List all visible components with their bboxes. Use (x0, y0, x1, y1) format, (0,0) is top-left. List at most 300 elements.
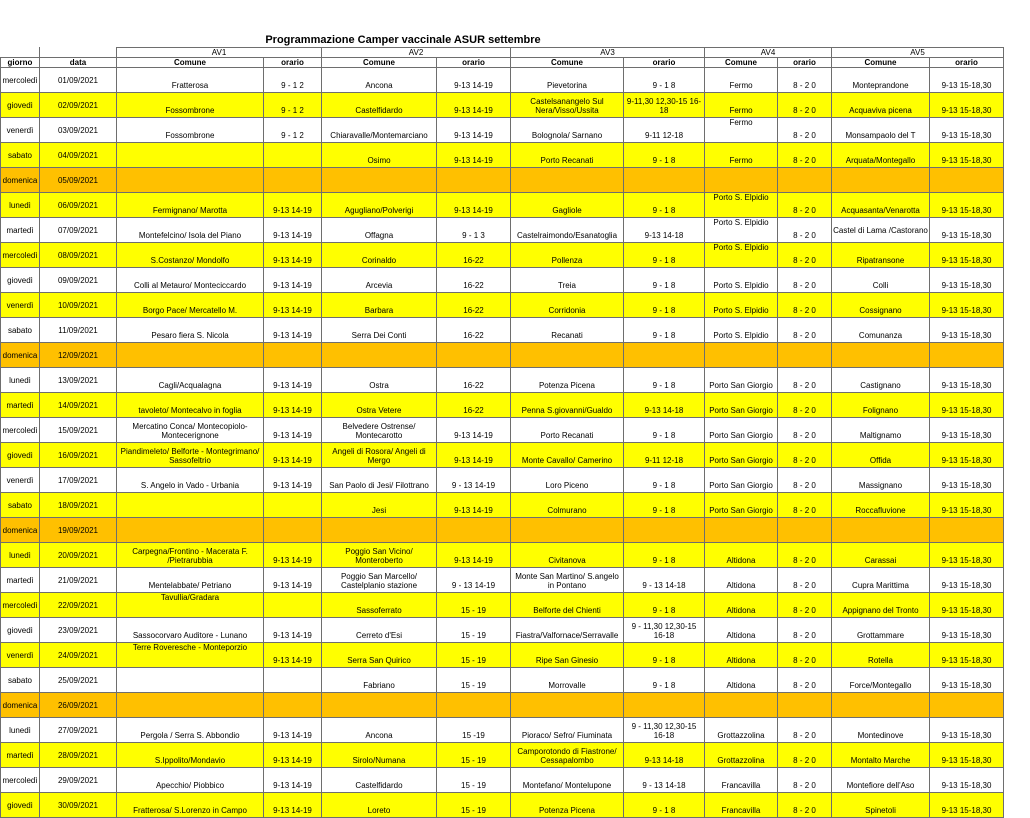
orario-cell-av4: 8 - 2 0 (778, 793, 832, 818)
day-row (1, 268, 1004, 293)
comune-cell-av3: Gagliole (511, 193, 624, 218)
date-cell: 18/09/2021 (40, 493, 117, 518)
comune-cell-av3: Treia (511, 268, 624, 293)
orario-cell-av5: 9-13 15-18,30 (930, 293, 1004, 318)
orario-cell-av5: 9-13 15-18,30 (930, 318, 1004, 343)
date-cell: 04/09/2021 (40, 143, 117, 168)
comune-cell-av4: Porto S. Elpidio (705, 293, 778, 318)
comune-cell-av1: Pesaro fiera S. Nicola (117, 318, 264, 343)
date-cell: 11/09/2021 (40, 318, 117, 343)
comune-cell-av2: Barbara (322, 293, 437, 318)
comune-cell-av1: Apecchio/ Piobbico (117, 768, 264, 793)
orario-cell-av1: 9-13 14-19 (264, 443, 322, 468)
date-cell: 06/09/2021 (40, 193, 117, 218)
orario-cell-av4 (778, 693, 832, 718)
comune-cell-av5: Spinetoli (832, 793, 930, 818)
comune-cell-av4: Fermo (705, 93, 778, 118)
comune-cell-av1: Colli al Metauro/ Monteciccardo (117, 268, 264, 293)
comune-cell-av4: Porto San Giorgio (705, 493, 778, 518)
orario-cell-av5: 9-13 15-18,30 (930, 143, 1004, 168)
comune-cell-av2: Sassoferrato (322, 593, 437, 618)
comune-cell-av5: Roccafluvione (832, 493, 930, 518)
day-row (1, 168, 1004, 193)
orario-cell-av5: 9-13 15-18,30 (930, 243, 1004, 268)
comune-cell-av1 (117, 168, 264, 193)
day-name-cell: giovedì (1, 443, 40, 468)
comune-cell-av5: Rotella (832, 643, 930, 668)
orario-cell-av2: 9 - 13 14-19 (437, 568, 511, 593)
comune-cell-av4: Altidona (705, 643, 778, 668)
comune-cell-av2: Osimo (322, 143, 437, 168)
comune-cell-av5: Castignano (832, 368, 930, 393)
column-header-orario: orario (778, 58, 832, 68)
orario-cell-av1: 9-13 14-19 (264, 393, 322, 418)
column-header-orario: orario (264, 58, 322, 68)
comune-cell-av3: Pievetorina (511, 68, 624, 93)
comune-cell-av3: Pollenza (511, 243, 624, 268)
comune-cell-av3 (511, 343, 624, 368)
orario-cell-av3: 9 - 1 8 (624, 593, 705, 618)
day-name-cell: mercoledì (1, 768, 40, 793)
comune-cell-av2: Poggio San Vicino/ Monteroberto (322, 543, 437, 568)
comune-cell-av4: Porto San Giorgio (705, 418, 778, 443)
column-header-giorno: giorno (1, 58, 40, 68)
orario-cell-av1 (264, 143, 322, 168)
day-row (1, 768, 1004, 793)
orario-cell-av3: 9 - 11,30 12,30-15 16-18 (624, 718, 705, 743)
orario-cell-av1: 9 - 1 2 (264, 68, 322, 93)
comune-cell-av4: Fermo (705, 68, 778, 93)
orario-cell-av1: 9 - 1 2 (264, 93, 322, 118)
comune-cell-av2: Ostra (322, 368, 437, 393)
comune-cell-av2 (322, 693, 437, 718)
orario-cell-av2: 16-22 (437, 268, 511, 293)
comune-cell-av4 (705, 168, 778, 193)
day-name-cell: giovedì (1, 93, 40, 118)
day-row (1, 93, 1004, 118)
day-name-cell: lunedì (1, 368, 40, 393)
orario-cell-av1: 9-13 14-19 (264, 193, 322, 218)
comune-cell-av1: Fratterosa/ S.Lorenzo in Campo (117, 793, 264, 818)
orario-cell-av4: 8 - 2 0 (778, 493, 832, 518)
orario-cell-av2: 9-13 14-19 (437, 493, 511, 518)
comune-cell-av1: Carpegna/Frontino - Macerata F. /Pietrarubbia (117, 543, 264, 568)
orario-cell-av2: 9-13 14-19 (437, 193, 511, 218)
orario-cell-av3: 9-13 14-18 (624, 393, 705, 418)
comune-cell-av5: Montedinove (832, 718, 930, 743)
comune-cell-av2: Agugliano/Polverigi (322, 193, 437, 218)
comune-cell-av1: Terre Roveresche - Monteporzio (117, 643, 264, 668)
comune-cell-av4: Francavilla (705, 768, 778, 793)
orario-cell-av4: 8 - 2 0 (778, 618, 832, 643)
orario-cell-av4 (778, 168, 832, 193)
comune-cell-av4: Altidona (705, 618, 778, 643)
comune-cell-av5: Offida (832, 443, 930, 468)
document-title (0, 34, 1030, 46)
orario-cell-av1: 9-13 14-19 (264, 743, 322, 768)
day-row (1, 343, 1004, 368)
day-name-cell: domenica (1, 518, 40, 543)
comune-cell-av2: Cerreto d'Esi (322, 618, 437, 643)
comune-cell-av5: Cupra Marittima (832, 568, 930, 593)
comune-cell-av1 (117, 143, 264, 168)
day-name-cell: venerdì (1, 293, 40, 318)
day-name-cell: martedì (1, 743, 40, 768)
comune-cell-av5: Cossignano (832, 293, 930, 318)
orario-cell-av4: 8 - 2 0 (778, 768, 832, 793)
schedule-table (0, 47, 1004, 818)
orario-cell-av2: 15 - 19 (437, 743, 511, 768)
comune-cell-av4: Grottazzolina (705, 743, 778, 768)
day-name-cell: domenica (1, 168, 40, 193)
day-row (1, 393, 1004, 418)
area-header-av3: AV3 (511, 48, 705, 58)
orario-cell-av3: 9-13 14-18 (624, 218, 705, 243)
orario-cell-av4: 8 - 2 0 (778, 543, 832, 568)
comune-cell-av5: Maltignamo (832, 418, 930, 443)
comune-cell-av2 (322, 168, 437, 193)
comune-cell-av1 (117, 668, 264, 693)
comune-cell-av3: Porto Recanati (511, 143, 624, 168)
date-cell: 14/09/2021 (40, 393, 117, 418)
comune-cell-av5: Montefiore dell'Aso (832, 768, 930, 793)
orario-cell-av3: 9 - 1 8 (624, 543, 705, 568)
comune-cell-av4: Fermo (705, 143, 778, 168)
day-name-cell: venerdì (1, 643, 40, 668)
orario-cell-av2: 16-22 (437, 393, 511, 418)
orario-cell-av3: 9-11,30 12,30-15 16-18 (624, 93, 705, 118)
day-name-cell: giovedì (1, 268, 40, 293)
orario-cell-av3: 9 - 1 8 (624, 68, 705, 93)
orario-cell-av2: 16-22 (437, 243, 511, 268)
orario-cell-av2: 15 - 19 (437, 643, 511, 668)
column-header-data: data (40, 58, 117, 68)
document-title-text: Programmazione Camper vaccinale ASUR settembre (265, 34, 541, 46)
orario-cell-av5: 9-13 15-18,30 (930, 543, 1004, 568)
day-name-cell: sabato (1, 143, 40, 168)
date-cell: 26/09/2021 (40, 693, 117, 718)
day-row (1, 368, 1004, 393)
comune-cell-av5: Ripatransone (832, 243, 930, 268)
orario-cell-av1: 9-13 14-19 (264, 793, 322, 818)
orario-cell-av4: 8 - 2 0 (778, 443, 832, 468)
comune-cell-av1: Fossombrone (117, 118, 264, 143)
comune-cell-av3: Bolognola/ Sarnano (511, 118, 624, 143)
orario-cell-av3: 9-13 14-18 (624, 743, 705, 768)
date-cell: 21/09/2021 (40, 568, 117, 593)
comune-cell-av3: Potenza Picena (511, 793, 624, 818)
comune-cell-av3: Penna S.giovanni/Gualdo (511, 393, 624, 418)
day-row (1, 243, 1004, 268)
comune-cell-av2 (322, 518, 437, 543)
comune-cell-av5: Force/Montegallo (832, 668, 930, 693)
comune-cell-av3: Recanati (511, 318, 624, 343)
comune-cell-av3: Fiastra/Valfornace/Serravalle (511, 618, 624, 643)
comune-cell-av4: Altidona (705, 593, 778, 618)
date-cell: 22/09/2021 (40, 593, 117, 618)
orario-cell-av5: 9-13 15-18,30 (930, 368, 1004, 393)
day-name-cell: mercoledì (1, 243, 40, 268)
comune-cell-av3: Pioraco/ Sefro/ Fiuminata (511, 718, 624, 743)
orario-cell-av5: 9-13 15-18,30 (930, 468, 1004, 493)
column-header-orario: orario (930, 58, 1004, 68)
area-header-spacer (40, 48, 117, 58)
comune-cell-av3: Belforte del Chienti (511, 593, 624, 618)
comune-cell-av1: Montefelcino/ Isola del Piano (117, 218, 264, 243)
orario-cell-av1: 9-13 14-19 (264, 718, 322, 743)
comune-cell-av2: Chiaravalle/Montemarciano (322, 118, 437, 143)
date-cell: 03/09/2021 (40, 118, 117, 143)
orario-cell-av5: 9-13 15-18,30 (930, 118, 1004, 143)
comune-cell-av5: Appignano del Tronto (832, 593, 930, 618)
day-row (1, 318, 1004, 343)
orario-cell-av1: 9-13 14-19 (264, 368, 322, 393)
day-name-cell: lunedì (1, 193, 40, 218)
comune-cell-av2: Ancona (322, 68, 437, 93)
comune-cell-av3: Corridonia (511, 293, 624, 318)
orario-cell-av4: 8 - 2 0 (778, 418, 832, 443)
orario-cell-av1: 9-13 14-19 (264, 618, 322, 643)
comune-cell-av3: Civitanova (511, 543, 624, 568)
comune-cell-av1 (117, 493, 264, 518)
orario-cell-av2: 9 - 1 3 (437, 218, 511, 243)
date-cell: 07/09/2021 (40, 218, 117, 243)
orario-cell-av5: 9-13 15-18,30 (930, 793, 1004, 818)
orario-cell-av4: 8 - 2 0 (778, 393, 832, 418)
orario-cell-av4: 8 - 2 0 (778, 368, 832, 393)
comune-cell-av1: Pergola / Serra S. Abbondio (117, 718, 264, 743)
date-cell: 23/09/2021 (40, 618, 117, 643)
date-cell: 28/09/2021 (40, 743, 117, 768)
comune-cell-av3: Camporotondo di Fiastrone/ Cessapalombo (511, 743, 624, 768)
orario-cell-av3: 9 - 13 14-18 (624, 568, 705, 593)
orario-cell-av2: 9-13 14-19 (437, 418, 511, 443)
date-cell: 24/09/2021 (40, 643, 117, 668)
date-cell: 17/09/2021 (40, 468, 117, 493)
day-name-cell: venerdì (1, 118, 40, 143)
orario-cell-av5 (930, 693, 1004, 718)
area-header-row (1, 48, 1004, 58)
orario-cell-av3: 9 - 1 8 (624, 793, 705, 818)
date-cell: 15/09/2021 (40, 418, 117, 443)
comune-cell-av5: Monsampaolo del T (832, 118, 930, 143)
day-row (1, 593, 1004, 618)
comune-cell-av5: Grottammare (832, 618, 930, 643)
comune-cell-av4: Porto San Giorgio (705, 443, 778, 468)
orario-cell-av1 (264, 168, 322, 193)
comune-cell-av4: Porto S. Elpidio (705, 318, 778, 343)
comune-cell-av3: Potenza Picena (511, 368, 624, 393)
comune-cell-av1: S.Costanzo/ Mondolfo (117, 243, 264, 268)
comune-cell-av5: Arquata/Montegallo (832, 143, 930, 168)
orario-cell-av4: 8 - 2 0 (778, 243, 832, 268)
date-cell: 30/09/2021 (40, 793, 117, 818)
orario-cell-av2: 9-13 14-19 (437, 543, 511, 568)
orario-cell-av1: 9 - 1 2 (264, 118, 322, 143)
comune-cell-av4: Porto San Giorgio (705, 468, 778, 493)
comune-cell-av3: Porto Recanati (511, 418, 624, 443)
comune-cell-av2: Poggio San Marcello/ Castelplanio stazione (322, 568, 437, 593)
comune-cell-av4: Altidona (705, 543, 778, 568)
orario-cell-av4: 8 - 2 0 (778, 143, 832, 168)
comune-cell-av1: Tavullia/Gradara (117, 593, 264, 618)
orario-cell-av1: 9-13 14-19 (264, 568, 322, 593)
column-header-orario: orario (624, 58, 705, 68)
orario-cell-av5: 9-13 15-18,30 (930, 218, 1004, 243)
orario-cell-av4 (778, 343, 832, 368)
comune-cell-av2: Castelfidardo (322, 93, 437, 118)
orario-cell-av2: 15 - 19 (437, 793, 511, 818)
comune-cell-av3: Ripe San Ginesio (511, 643, 624, 668)
column-header-comune: Comune (705, 58, 778, 68)
day-row (1, 68, 1004, 93)
orario-cell-av5: 9-13 15-18,30 (930, 768, 1004, 793)
orario-cell-av2: 16-22 (437, 293, 511, 318)
orario-cell-av3 (624, 343, 705, 368)
day-name-cell: sabato (1, 318, 40, 343)
comune-cell-av5 (832, 168, 930, 193)
comune-cell-av2: Loreto (322, 793, 437, 818)
day-row (1, 643, 1004, 668)
orario-cell-av5: 9-13 15-18,30 (930, 618, 1004, 643)
comune-cell-av1 (117, 343, 264, 368)
orario-cell-av4: 8 - 2 0 (778, 268, 832, 293)
orario-cell-av4: 8 - 2 0 (778, 568, 832, 593)
comune-cell-av3: Castelsanangelo Sul Nera/Visso/Ussita (511, 93, 624, 118)
orario-cell-av1: 9-13 14-19 (264, 293, 322, 318)
day-row (1, 443, 1004, 468)
orario-cell-av5: 9-13 15-18,30 (930, 193, 1004, 218)
orario-cell-av5: 9-13 15-18,30 (930, 743, 1004, 768)
orario-cell-av5: 9-13 15-18,30 (930, 568, 1004, 593)
day-row (1, 493, 1004, 518)
comune-cell-av3: Colmurano (511, 493, 624, 518)
orario-cell-av1 (264, 518, 322, 543)
comune-cell-av5: Castel di Lama /Castorano (832, 218, 930, 243)
comune-cell-av4: Porto S. Elpidio (705, 218, 778, 243)
orario-cell-av3: 9 - 1 8 (624, 268, 705, 293)
area-header-av2: AV2 (322, 48, 511, 58)
date-cell: 13/09/2021 (40, 368, 117, 393)
column-header-comune: Comune (117, 58, 264, 68)
comune-cell-av4: Francavilla (705, 793, 778, 818)
orario-cell-av5: 9-13 15-18,30 (930, 718, 1004, 743)
day-name-cell: mercoledì (1, 593, 40, 618)
day-name-cell: sabato (1, 668, 40, 693)
orario-cell-av3: 9 - 1 8 (624, 493, 705, 518)
day-row (1, 468, 1004, 493)
day-row (1, 518, 1004, 543)
orario-cell-av4: 8 - 2 0 (778, 318, 832, 343)
comune-cell-av2: Belvedere Ostrense/ Montecarotto (322, 418, 437, 443)
comune-cell-av5 (832, 693, 930, 718)
orario-cell-av2: 15 - 19 (437, 618, 511, 643)
column-header-row (1, 58, 1004, 68)
orario-cell-av5: 9-13 15-18,30 (930, 493, 1004, 518)
area-header-spacer (1, 48, 40, 58)
comune-cell-av4: Porto S. Elpidio (705, 243, 778, 268)
orario-cell-av2 (437, 518, 511, 543)
day-row (1, 193, 1004, 218)
comune-cell-av2: Angeli di Rosora/ Angeli di Mergo (322, 443, 437, 468)
orario-cell-av1: 9-13 14-19 (264, 543, 322, 568)
orario-cell-av2: 16-22 (437, 368, 511, 393)
comune-cell-av5: Acquasanta/Venarotta (832, 193, 930, 218)
orario-cell-av5 (930, 168, 1004, 193)
orario-cell-av5: 9-13 15-18,30 (930, 268, 1004, 293)
orario-cell-av1 (264, 693, 322, 718)
comune-cell-av1: S. Angelo in Vado - Urbania (117, 468, 264, 493)
comune-cell-av3: Montefano/ Montelupone (511, 768, 624, 793)
orario-cell-av4: 8 - 2 0 (778, 68, 832, 93)
orario-cell-av3: 9 - 1 8 (624, 318, 705, 343)
comune-cell-av4: Porto San Giorgio (705, 393, 778, 418)
comune-cell-av3 (511, 693, 624, 718)
date-cell: 05/09/2021 (40, 168, 117, 193)
comune-cell-av5: Colli (832, 268, 930, 293)
day-name-cell: lunedì (1, 543, 40, 568)
orario-cell-av5: 9-13 15-18,30 (930, 418, 1004, 443)
orario-cell-av2: 9-13 14-19 (437, 93, 511, 118)
comune-cell-av1 (117, 518, 264, 543)
day-row (1, 418, 1004, 443)
orario-cell-av3: 9 - 1 8 (624, 193, 705, 218)
orario-cell-av1: 9-13 14-19 (264, 318, 322, 343)
orario-cell-av3: 9 - 11,30 12,30-15 16-18 (624, 618, 705, 643)
day-row (1, 218, 1004, 243)
orario-cell-av3: 9 - 1 8 (624, 143, 705, 168)
orario-cell-av1: 9-13 14-19 (264, 418, 322, 443)
orario-cell-av4: 8 - 2 0 (778, 743, 832, 768)
orario-cell-av1: 9-13 14-19 (264, 243, 322, 268)
orario-cell-av5 (930, 343, 1004, 368)
date-cell: 12/09/2021 (40, 343, 117, 368)
date-cell: 16/09/2021 (40, 443, 117, 468)
day-name-cell: giovedì (1, 618, 40, 643)
comune-cell-av3: Monte San Martino/ S.angelo in Pontano (511, 568, 624, 593)
orario-cell-av1 (264, 493, 322, 518)
comune-cell-av2: Corinaldo (322, 243, 437, 268)
schedule-body (1, 48, 1004, 818)
day-row (1, 718, 1004, 743)
comune-cell-av5: Montalto Marche (832, 743, 930, 768)
column-header-orario: orario (437, 58, 511, 68)
orario-cell-av3: 9 - 1 8 (624, 368, 705, 393)
day-row (1, 543, 1004, 568)
day-row (1, 143, 1004, 168)
orario-cell-av1: 9-13 14-19 (264, 268, 322, 293)
area-header-av4: AV4 (705, 48, 832, 58)
date-cell: 10/09/2021 (40, 293, 117, 318)
orario-cell-av3: 9 - 1 8 (624, 243, 705, 268)
day-name-cell: mercoledì (1, 418, 40, 443)
comune-cell-av4: Grottazzolina (705, 718, 778, 743)
orario-cell-av4: 8 - 2 0 (778, 218, 832, 243)
orario-cell-av5 (930, 518, 1004, 543)
comune-cell-av4: Porto San Giorgio (705, 368, 778, 393)
orario-cell-av4: 8 - 2 0 (778, 643, 832, 668)
comune-cell-av5: Comunanza (832, 318, 930, 343)
day-name-cell: martedì (1, 393, 40, 418)
comune-cell-av2: Offagna (322, 218, 437, 243)
comune-cell-av4 (705, 343, 778, 368)
comune-cell-av4 (705, 518, 778, 543)
comune-cell-av3 (511, 518, 624, 543)
comune-cell-av1: Mercatino Conca/ Montecopiolo-Montecerignone (117, 418, 264, 443)
orario-cell-av4: 8 - 2 0 (778, 468, 832, 493)
comune-cell-av5: Massignano (832, 468, 930, 493)
comune-cell-av5: Folignano (832, 393, 930, 418)
